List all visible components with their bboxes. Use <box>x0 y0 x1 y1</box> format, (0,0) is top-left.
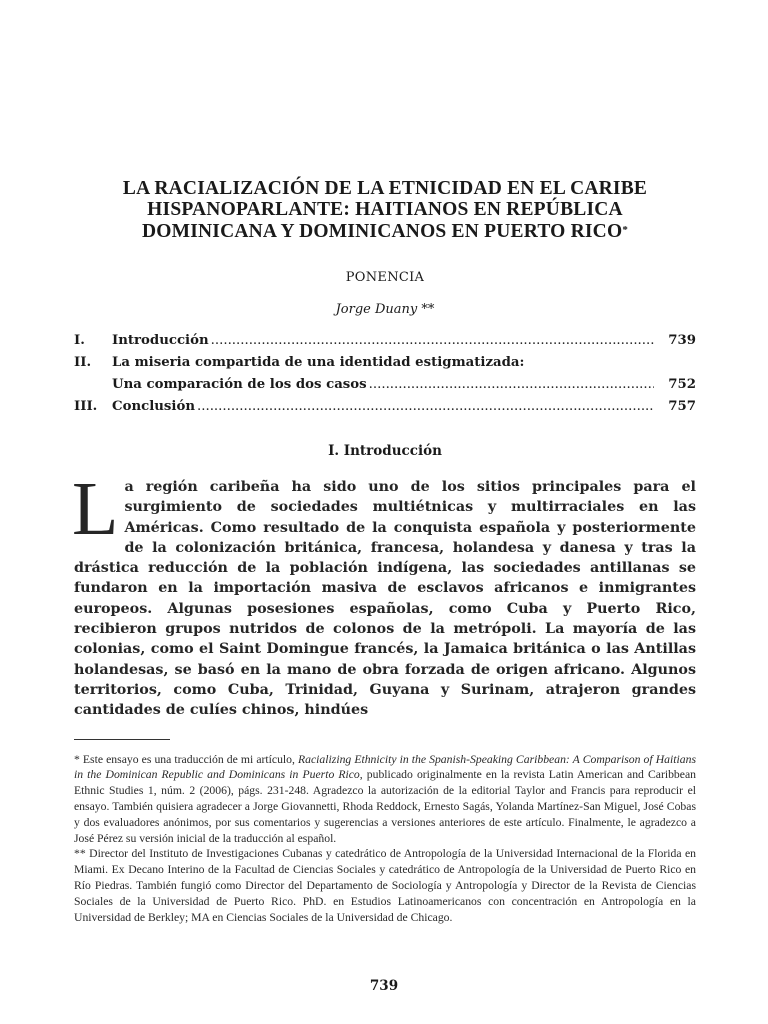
toc-entry[interactable] <box>74 333 696 355</box>
title-line-3: DOMINICANA Y DOMINICANOS EN PUERTO RICO* <box>141 221 629 242</box>
toc-entry[interactable] <box>74 377 696 399</box>
cited-article-title: Racializing Ethnicity in the Spanish-Speaking Caribbean: A Comparison of Haitians in the Dominican Republic and Dominicans in Puerto Rico <box>74 752 696 782</box>
toc-number: I. <box>74 333 85 348</box>
section-heading: I. Introducción <box>328 443 442 459</box>
article-title <box>74 178 696 242</box>
toc-label: Conclusión <box>112 399 196 414</box>
toc-entry[interactable] <box>74 399 696 421</box>
footnotes <box>74 752 696 926</box>
table-of-contents <box>74 333 696 421</box>
intro-text: a región caribeña ha sido uno de los sitios principales para el surgimiento de sociedades multiétnicas y multirraciales en las Américas. Como resultado de la conquista española y posteriormente de la colonización británica, francesa, holandesa y danesa y tras la drástica reducción de la población indígena, las sociedades antillanas se fundaron en la importación masiva de esclavos africanos e inmigrantes europeos. Algunas posesiones españolas, como Cuba y Puerto Rico, recibieron grupos nutridos de colonos de la metrópoli. La mayoría de las colonias, como el Saint Domingue francés, la Jamaica británica o las Antillas holandesas, se basó en la mano de obra forzada de origen africano. Algunos territorios, como Cuba, Trinidad, Guyana y Surinam, atrajeron grandes cantidades de culíes chinos, hindúes <box>74 479 696 719</box>
article-page <box>74 178 696 925</box>
toc-label: Una comparación de los dos casos <box>112 377 367 392</box>
toc-label: Introducción <box>112 333 209 348</box>
toc-label: La miseria compartida de una identidad estigmatizada: <box>112 355 525 370</box>
title-line-1: LA RACIALIZACIÓN DE LA ETNICIDAD EN EL CARIBE <box>122 178 648 199</box>
toc-leader <box>369 377 654 392</box>
toc-entry[interactable] <box>74 355 696 377</box>
toc-page: 757 <box>668 399 696 414</box>
drop-cap: L <box>72 467 119 551</box>
footnote-2: ** Director del Instituto de Investigaciones Cubanas y catedrático de Antropología de la Universidad Internacional de la Florida en Miami. Ex Decano Interino de la Facultad de Ciencias Sociales y catedrático de Antropología de la Universidad de Puerto Rico en Río Piedras. También fungió como Director del Departamento de Sociología y Antropología y Director de la Revista de Ciencias Sociales de la Universidad de Puerto Rico. PhD. en Estudios Latinoamericanos con concentración en Antropología en la Universidad de Berkley; MA en Ciencias Sociales de la Universidad de Chicago. <box>74 847 696 924</box>
author-name: Jorge Duany ** <box>335 302 435 317</box>
ponencia-label: PONENCIA <box>345 270 425 285</box>
toc-leader <box>197 399 654 414</box>
title-footnote-mark: * <box>622 224 629 236</box>
intro-paragraph <box>72 467 696 721</box>
footnote-1: * Este ensayo es una traducción de mi artículo, Racializing Ethnicity in the Spanish-Speaking Caribbean: A Comparison of Haitians in the Dominican Republic and Dominicans in Puerto Rico, publicado originalmente en la revista Latin American and Caribbean Ethnic Studies 1, núm. 2 (2006), págs. 231-248. Agradezco la autorización de la editorial Taylor and Francis para reproducir el ensayo. También quisiera agradecer a Jorge Giovannetti, Rhoda Reddock, Ernesto Sagás, Yolanda Martínez-San Miguel, José Cobas y dos evaluadores anónimos, por sus comentarios y sugerencias a versiones anteriores de este artículo. Finalmente, le agradezco a José Pérez su versión inicial de la traducción al español. <box>74 752 696 845</box>
toc-page: 739 <box>668 333 696 348</box>
footnote-divider <box>74 739 170 740</box>
toc-number: III. <box>74 399 98 414</box>
title-line-2: HISPANOPARLANTE: HAITIANOS EN REPÚBLICA <box>147 199 623 220</box>
toc-number: II. <box>74 355 92 370</box>
toc-page: 752 <box>668 377 696 392</box>
page-number: 739 <box>369 978 399 994</box>
toc-leader <box>211 333 654 348</box>
